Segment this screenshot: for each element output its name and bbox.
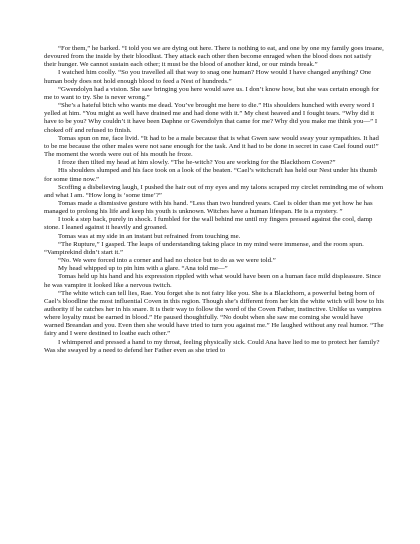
- paragraph: I watched him coolly. “So you travelled all that way to snag one human? How would I have changed anything? One human body does not hold enough blood to feed a Nest of hundreds.”: [44, 69, 372, 85]
- paragraph: I whimpered and pressed a hand to my throat, feeling physically sick. Could Ana have lied to me to protect her family? Was she swayed by a need to defend her Father even as she tried to: [44, 338, 380, 354]
- paragraph: Tomas was at my side in an instant but refrained from touching me.: [58, 232, 241, 240]
- paragraph: I took a step back, purely in shock. I fumbled for the wall behind me until my fingers pressed against the cool, damp stone. I leaned against it heavily and groaned.: [44, 216, 373, 232]
- paragraph: Scoffing a disbelieving laugh, I pushed the hair out of my eyes and my talons scraped my circlet reminding me of whom and what I am. “How long is ‘some time’?”: [44, 183, 384, 199]
- paragraph: “Gwendolyn had a vision. She saw bringing you here would save us. I don’t know how, but she was certain enough for me to want to try. She is never wrong.”: [44, 85, 380, 101]
- paragraph: Tomas held up his hand and his expression rippled with what would have been on a human face mild displeasure. Since he was vampire it looked like a nervous twitch.: [44, 273, 381, 289]
- paragraph: Tomas made a dismissive gesture with his hand. “Less than two hundred years. Cael is older than me yet how he has managed to prolong his life and keep his youth is unknown. Witches have a human lifespan. He is a mystery. ”: [44, 199, 373, 216]
- document-page: [44, 45, 384, 355]
- paragraph: “She’s a hateful bitch who wants me dead. You’ve brought me here to die.” His shoulders hunched with every word I yelled at him. “You might as well have drained me and had done with it.” My chest heaved and I fought tears. “Why did it have to be you? Why couldn’t it have been Daphne or Gwendolyn that came for me? Why did you make me think you—” I choked off and refused to finish.: [44, 102, 378, 134]
- paragraph: “The Rupture,” I gasped. The leaps of understanding taking place in my mind were immense, and the room spun. “Vampirekind didn’t start it.”: [44, 240, 364, 256]
- paragraph: “The white witch can tell lies, Rae. You forget she is not fairy like you. She is a Blackthorn, a powerful being born of Cael’s bloodline the most influential Coven in this region. Though she’s different from her kin the white witch will bow to his authority if he catches her in his snare. It is their way to follow the word of the Coven Father, instinctive. Unlike us vampires where loyalty must be earned in blood.” He paused thoughtfully. “No doubt when she saw me coming she would have warned Breandan and you. Even then she would have tried to turn you against me.” He laughed without any real humor. “The fairy and I were destined to loathe each other.”: [44, 289, 384, 338]
- paragraph: Tomas spun on me, face livid. “It had to be a male because that is what Gwen saw would sway your sympathies. It had to be me because the other males were not sane enough for the task. And it had to be done in secret in case Cael found out!” The moment the words were out of his mouth he froze.: [44, 134, 379, 159]
- paragraph: My head whipped up to pin him with a glare. “Ana told me—”: [58, 265, 228, 273]
- paragraph: “No. We were forced into a corner and had no choice but to do as we were told.”: [58, 257, 276, 265]
- paragraph: “For them,” he barked. “I told you we are dying out here. There is nothing to eat, and one by one my family goes insane, devoured from the inside by their bloodlust. They attack each other then become enraged when the blood does not satisfy their hunger. We cannot sustain each other; it must be the blood of another kind, or our minds break.”: [44, 45, 384, 69]
- paragraph: His shoulders slumped and his face took on a look of the beaten. “Cael’s witchcraft has held our Nest under his thumb for some time now.”: [44, 167, 378, 183]
- paragraph: I froze then tilted my head at him slowly. “The he-witch? You are working for the Blackthorn Coven?”: [58, 159, 336, 167]
